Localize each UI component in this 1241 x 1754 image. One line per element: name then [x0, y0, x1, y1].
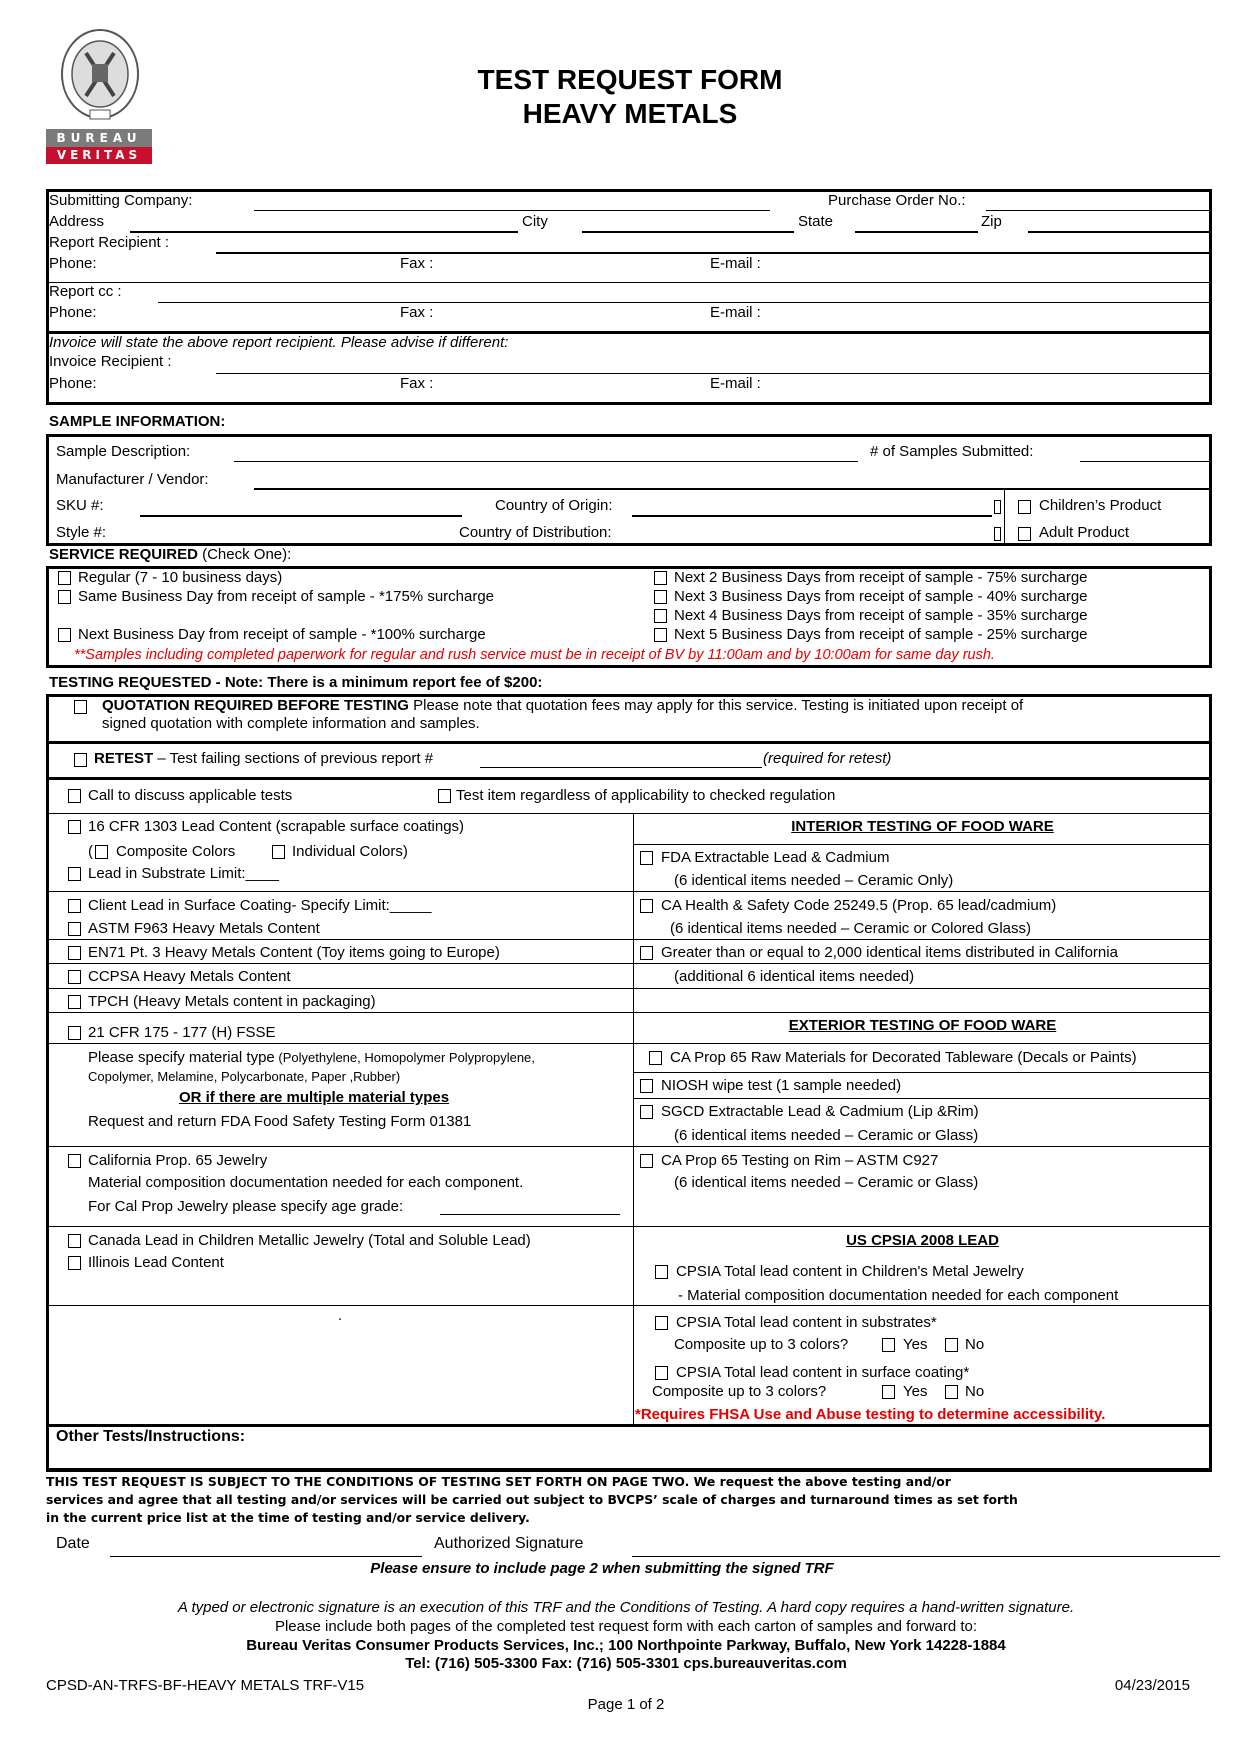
previous-report-field[interactable]	[480, 767, 762, 768]
checkbox-fragment	[994, 500, 1001, 514]
manufacturer-label: Manufacturer / Vendor:	[56, 471, 209, 488]
divider	[633, 1072, 1212, 1073]
checkbox[interactable]	[58, 571, 71, 585]
checkbox[interactable]	[68, 922, 81, 936]
checkbox[interactable]	[654, 609, 667, 623]
report-recipient-field[interactable]	[216, 252, 1212, 254]
checkbox[interactable]	[882, 1338, 895, 1352]
form-id: CPSD-AN-TRFS-BF-HEAVY METALS TRF-V15	[46, 1677, 365, 1694]
checkbox[interactable]	[655, 1316, 668, 1330]
divider	[46, 1012, 1212, 1013]
checkbox-fragment	[994, 527, 1001, 541]
zip-label: Zip	[981, 213, 1002, 230]
divider	[1004, 488, 1005, 545]
invoice-phone-label: Phone:	[49, 375, 97, 392]
divider	[46, 891, 1212, 892]
checkbox[interactable]	[655, 1366, 668, 1380]
submitting-company-field[interactable]	[254, 210, 770, 211]
ca-health-note: (6 identical items needed – Ceramic or Colored Glass)	[670, 920, 1031, 937]
retest-desc: – Test failing sections of previous report #	[153, 750, 434, 767]
option-label: Individual Colors)	[292, 843, 408, 860]
cc-phone-label: Phone:	[49, 304, 97, 321]
checkbox[interactable]	[74, 753, 87, 767]
state-field[interactable]	[855, 231, 978, 233]
adult-product-label: Adult Product	[1039, 524, 1130, 541]
form-date: 04/23/2015	[1114, 1677, 1190, 1694]
city-label: City	[522, 213, 548, 230]
invoice-email-label: E-mail :	[710, 375, 761, 392]
country-origin-field[interactable]	[632, 515, 992, 517]
divider	[46, 988, 1212, 989]
page-number: Page 1 of 2	[587, 1696, 665, 1713]
company-contact: Tel: (716) 505-3300 Fax: (716) 505-3301 cps.bureauveritas.com	[405, 1655, 847, 1672]
quotation-bold: QUOTATION REQUIRED BEFORE TESTING	[102, 697, 409, 714]
manufacturer-field[interactable]	[254, 488, 1212, 490]
age-grade-label: For Cal Prop Jewelry please specify age grade:	[88, 1198, 404, 1215]
sample-info-section	[46, 434, 1212, 546]
option-label: ASTM F963 Heavy Metals Content	[88, 920, 320, 937]
authorized-signature-label: Authorized Signature	[434, 1535, 584, 1552]
option-label: FDA Extractable Lead & Cadmium	[661, 849, 890, 866]
divider	[46, 1146, 1212, 1147]
retest-required-note: (required for retest)	[763, 750, 892, 767]
sku-label: SKU #:	[56, 497, 104, 514]
signature-field[interactable]	[632, 1556, 1220, 1557]
option-label: TPCH (Heavy Metals content in packaging)	[88, 993, 376, 1010]
stray-dot: .	[338, 1307, 343, 1324]
service-heading-note: (Check One):	[197, 546, 292, 563]
option-label: CA Health & Safety Code 25249.5 (Prop. 65 lead/cadmium)	[661, 897, 1057, 914]
divider	[46, 1043, 1212, 1044]
option-label: No	[965, 1336, 985, 1353]
checkbox[interactable]	[945, 1385, 958, 1399]
testing-heading: TESTING REQUESTED - Note: There is a minimum report fee of $200:	[49, 674, 543, 691]
checkbox[interactable]	[640, 1154, 653, 1168]
invoice-recipient-field[interactable]	[216, 373, 1212, 374]
fda-note: (6 identical items needed – Ceramic Only)	[674, 872, 954, 889]
checkbox[interactable]	[640, 899, 653, 913]
option-label: CPSIA Total lead content in Children's Metal Jewelry	[676, 1263, 1024, 1280]
retest-text	[94, 750, 433, 768]
deadline-note: **Samples including completed paperwork for regular and rush service must be in receipt of BV by 11:00am and by 10:00am for same day rush.	[74, 647, 995, 663]
invoice-recipient-label: Invoice Recipient :	[49, 353, 172, 370]
report-recipient-label: Report Recipient :	[49, 234, 170, 251]
sample-description-field[interactable]	[234, 461, 858, 462]
option-label: Lead in Substrate Limit:____	[88, 865, 279, 882]
report-cc-field[interactable]	[158, 302, 1212, 303]
checkbox[interactable]	[68, 899, 81, 913]
sgcd-note: (6 identical items needed – Ceramic or Glass)	[674, 1127, 979, 1144]
checkbox[interactable]	[272, 845, 285, 859]
sample-description-label: Sample Description:	[56, 443, 191, 460]
option-label: Test item regardless of applicability to checked regulation	[456, 787, 836, 804]
style-label: Style #:	[56, 524, 107, 541]
checkbox[interactable]	[68, 820, 81, 834]
substrates-composite-question: Composite up to 3 colors?	[674, 1336, 849, 1353]
cc-fax-label: Fax :	[400, 304, 434, 321]
logo-word-veritas: VERITAS	[46, 147, 152, 164]
checkbox[interactable]	[68, 946, 81, 960]
checkbox[interactable]	[68, 1256, 81, 1270]
quotation-text	[102, 697, 1023, 715]
zip-field[interactable]	[1028, 231, 1212, 233]
interior-testing-heading: INTERIOR TESTING OF FOOD WARE	[791, 818, 1054, 835]
checkbox[interactable]	[654, 571, 667, 585]
checkbox[interactable]	[1018, 500, 1031, 514]
sku-field[interactable]	[140, 515, 462, 517]
invoice-fax-label: Fax :	[400, 375, 434, 392]
option-label: California Prop. 65 Jewelry	[88, 1152, 268, 1169]
option-label: Regular (7 - 10 business days)	[78, 569, 283, 586]
greater-note: (additional 6 identical items needed)	[674, 968, 915, 985]
fax-label: Fax :	[400, 255, 434, 272]
terms-line-1: THIS TEST REQUEST IS SUBJECT TO THE CONDITIONS OF TESTING SET FORTH ON PAGE TWO. We request the above testing and/or	[46, 1474, 951, 1489]
date-label: Date	[56, 1535, 90, 1552]
divider	[46, 939, 1212, 940]
option-label: EN71 Pt. 3 Heavy Metals Content (Toy items going to Europe)	[88, 944, 500, 961]
material-list: (Polyethylene, Homopolymer Polypropylene,	[274, 1050, 535, 1065]
or-multiple-heading: OR if there are multiple material types	[178, 1089, 450, 1106]
option-label: Next 5 Business Days from receipt of sample - 25% surcharge	[674, 626, 1088, 643]
material-list-line2: Copolymer, Melamine, Polycarbonate, Paper ,Rubber)	[88, 1069, 401, 1084]
checkbox[interactable]	[95, 845, 108, 859]
option-label: Client Lead in Surface Coating- Specify Limit:_____	[88, 897, 432, 914]
option-label: Next Business Day from receipt of sample - *100% surcharge	[78, 626, 486, 643]
specify-material: Please specify material type	[88, 1049, 275, 1066]
report-cc-label: Report cc :	[49, 283, 122, 300]
option-label: CA Prop 65 Raw Materials for Decorated Tableware (Decals or Paints)	[670, 1049, 1137, 1066]
exterior-testing-heading: EXTERIOR TESTING OF FOOD WARE	[788, 1017, 1057, 1034]
checkbox[interactable]	[438, 789, 451, 803]
option-label: 21 CFR 175 - 177 (H) FSSE	[88, 1024, 276, 1041]
service-heading	[49, 546, 291, 564]
option-label: Call to discuss applicable tests	[88, 787, 293, 804]
purchase-order-label: Purchase Order No.:	[828, 192, 966, 209]
paren: (	[88, 843, 93, 860]
quotation-text-line2: signed quotation with complete information and samples.	[102, 715, 480, 732]
checkbox[interactable]	[68, 1026, 81, 1040]
childrens-product-label: Children’s Product	[1039, 497, 1162, 514]
city-field[interactable]	[582, 231, 794, 233]
checkbox[interactable]	[68, 970, 81, 984]
divider	[46, 282, 1212, 283]
option-label: CPSIA Total lead content in surface coating*	[676, 1364, 970, 1381]
checkbox[interactable]	[882, 1385, 895, 1399]
divider	[46, 813, 1212, 814]
cc-email-label: E-mail :	[710, 304, 761, 321]
fhsa-note: *Requires FHSA Use and Abuse testing to determine accessibility.	[635, 1406, 1106, 1423]
checkbox[interactable]	[68, 995, 81, 1009]
divider	[46, 1226, 1212, 1227]
invoice-note: Invoice will state the above report recipient. Please advise if different:	[49, 334, 509, 351]
quotation-desc: Please note that quotation fees may apply for this service. Testing is initiated upon receipt of	[408, 697, 1024, 714]
service-heading-bold: SERVICE REQUIRED	[49, 546, 198, 563]
column-divider	[633, 813, 634, 1425]
checkbox[interactable]	[640, 1105, 653, 1119]
option-label: Next 2 Business Days from receipt of sample - 75% surcharge	[674, 569, 1088, 586]
option-label: Same Business Day from receipt of sample - *175% surcharge	[78, 588, 495, 605]
bureau-veritas-logo	[46, 28, 152, 165]
checkbox[interactable]	[640, 946, 653, 960]
sample-info-heading: SAMPLE INFORMATION:	[49, 413, 226, 430]
option-label: CCPSA Heavy Metals Content	[88, 968, 291, 985]
cpsia-heading: US CPSIA 2008 LEAD	[846, 1232, 999, 1249]
option-label: Next 3 Business Days from receipt of sample - 40% surcharge	[674, 588, 1088, 605]
divider	[46, 1305, 1212, 1306]
state-label: State	[798, 213, 834, 230]
option-label: Illinois Lead Content	[88, 1254, 224, 1271]
address-label: Address	[49, 213, 105, 230]
option-label: No	[965, 1383, 985, 1400]
email-label: E-mail :	[710, 255, 761, 272]
option-label: SGCD Extractable Lead & Cadmium (Lip &Rim)	[661, 1103, 979, 1120]
country-origin-label: Country of Origin:	[495, 497, 613, 514]
checkbox[interactable]	[649, 1051, 662, 1065]
address-field[interactable]	[130, 231, 518, 233]
surface-composite-question: Composite up to 3 colors?	[652, 1383, 827, 1400]
include-pages-note: Please include both pages of the completed test request form with each carton of samples and forward to:	[274, 1618, 978, 1635]
option-label: CA Prop 65 Testing on Rim – ASTM C927	[661, 1152, 939, 1169]
page-title: TEST REQUEST FORM	[477, 64, 783, 95]
country-distribution-label: Country of Distribution:	[459, 524, 612, 541]
logo-word-bureau: BUREAU	[46, 129, 152, 147]
seal-icon	[46, 28, 152, 128]
checkbox[interactable]	[68, 867, 81, 881]
num-samples-field[interactable]	[1080, 461, 1212, 462]
option-label: Yes	[903, 1383, 928, 1400]
material-doc-text: Material composition documentation needed for each component.	[88, 1174, 524, 1191]
checkbox[interactable]	[68, 1234, 81, 1248]
option-label: 16 CFR 1303 Lead Content (scrapable surface coatings)	[88, 818, 465, 835]
ca-rim-note: (6 identical items needed – Ceramic or Glass)	[674, 1174, 979, 1191]
phone-label: Phone:	[49, 255, 97, 272]
checkbox[interactable]	[654, 628, 667, 642]
checkbox[interactable]	[74, 700, 87, 714]
option-label: CPSIA Total lead content in substrates*	[676, 1314, 937, 1331]
checkbox[interactable]	[68, 1154, 81, 1168]
retest-bold: RETEST	[94, 750, 154, 767]
checkbox[interactable]	[58, 590, 71, 604]
purchase-order-field[interactable]	[986, 210, 1212, 211]
request-form-text: Request and return FDA Food Safety Testing Form 01381	[88, 1113, 472, 1130]
divider	[46, 741, 1212, 744]
checkbox[interactable]	[640, 851, 653, 865]
submitting-company-label: Submitting Company:	[49, 192, 193, 209]
divider	[46, 963, 1212, 964]
option-label: NIOSH wipe test (1 sample needed)	[661, 1077, 902, 1094]
other-tests-label: Other Tests/Instructions:	[56, 1428, 246, 1445]
company-address: Bureau Veritas Consumer Products Services, Inc.; 100 Northpointe Parkway, Buffalo, New York 14228-1884	[246, 1637, 1006, 1654]
divider	[633, 844, 1212, 845]
divider	[46, 777, 1212, 780]
age-grade-field[interactable]	[440, 1214, 620, 1215]
page-subtitle: HEAVY METALS	[522, 98, 738, 129]
checkbox[interactable]	[1018, 527, 1031, 541]
divider	[633, 1098, 1212, 1099]
checkbox[interactable]	[654, 590, 667, 604]
terms-line-2: services and agree that all testing and/or services will be carried out subject to BVCPS’ scale of charges and turnaround times as set forth	[46, 1492, 1018, 1507]
cpsia-jewelry-note: - Material composition documentation needed for each component	[678, 1287, 1119, 1304]
option-label: Yes	[903, 1336, 928, 1353]
option-label: Greater than or equal to 2,000 identical items distributed in California	[661, 944, 1118, 961]
date-field[interactable]	[110, 1556, 422, 1557]
checkbox[interactable]	[68, 789, 81, 803]
option-label: Canada Lead in Children Metallic Jewelry (Total and Soluble Lead)	[88, 1232, 531, 1249]
checkbox[interactable]	[945, 1338, 958, 1352]
checkbox[interactable]	[58, 628, 71, 642]
num-samples-label: # of Samples Submitted:	[870, 443, 1034, 460]
checkbox[interactable]	[655, 1265, 668, 1279]
esignature-note: A typed or electronic signature is an execution of this TRF and the Conditions of Testing. A hard copy requires a hand-written signature.	[177, 1599, 1075, 1616]
specify-material-text	[88, 1049, 535, 1067]
option-label: Composite Colors	[116, 843, 236, 860]
page2-reminder: Please ensure to include page 2 when submitting the signed TRF	[370, 1560, 834, 1577]
terms-line-3: in the current price list at the time of testing and/or service delivery.	[46, 1510, 530, 1525]
option-label: Next 4 Business Days from receipt of sample - 35% surcharge	[674, 607, 1088, 624]
checkbox[interactable]	[640, 1079, 653, 1093]
